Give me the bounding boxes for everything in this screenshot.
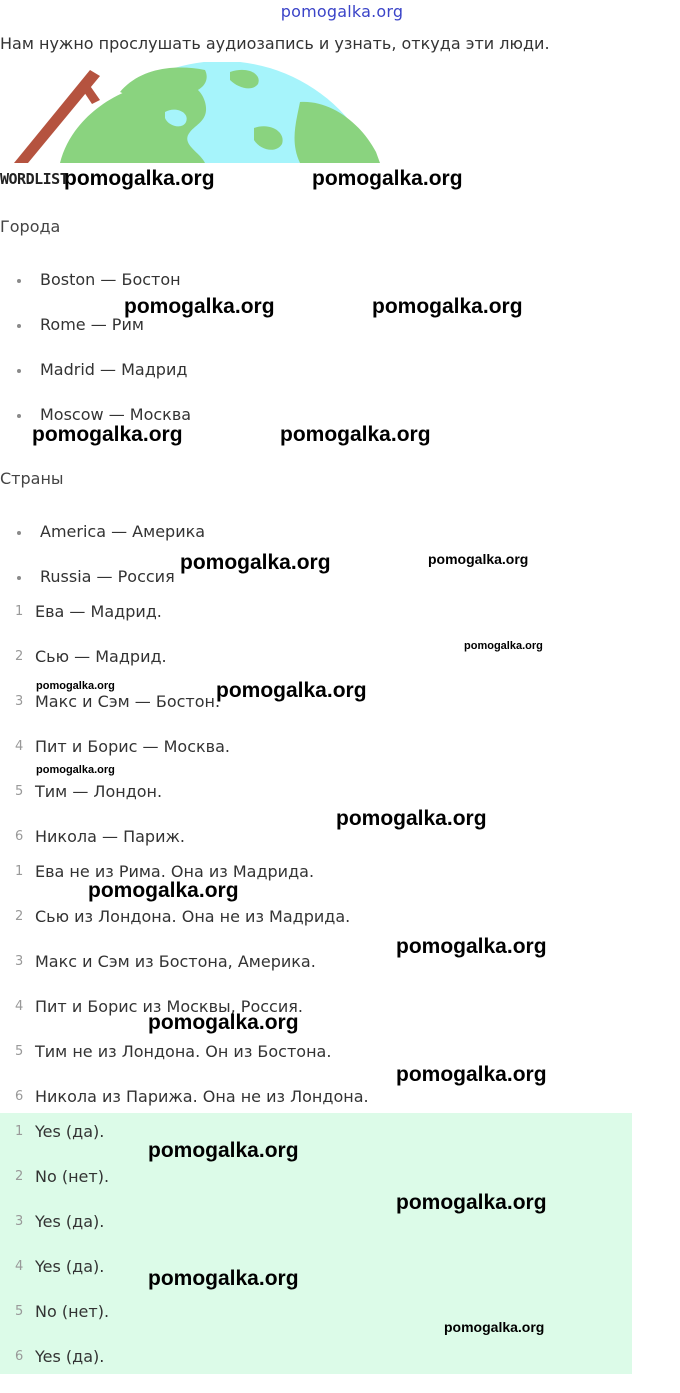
globe-icon [0, 62, 420, 163]
watermark: pomogalka.org [312, 167, 463, 190]
watermark: pomogalka.org [88, 879, 239, 902]
watermark: pomogalka.org [148, 1139, 299, 1162]
watermark: pomogalka.org [32, 423, 183, 446]
watermark: pomogalka.org [216, 679, 367, 702]
watermark: pomogalka.org [464, 640, 543, 652]
watermark: pomogalka.org [428, 551, 529, 567]
globe-illustration [0, 62, 420, 163]
bullet-icon [17, 531, 21, 535]
watermark: pomogalka.org [36, 764, 115, 776]
bullet-icon [17, 369, 21, 373]
bullet-icon [17, 576, 21, 580]
cities-heading: Города [0, 217, 61, 236]
watermark: pomogalka.org [148, 1267, 299, 1290]
watermark: pomogalka.org [396, 1191, 547, 1214]
bullet-icon [17, 279, 21, 283]
bullet-icon [17, 414, 21, 418]
watermark: pomogalka.org [36, 680, 115, 692]
watermark: pomogalka.org [396, 1063, 547, 1086]
site-header-link[interactable]: pomogalka.org [280, 2, 404, 21]
intro-text: Нам нужно прослушать аудиозапись и узнать, откуда эти люди. [0, 34, 550, 53]
countries-heading: Страны [0, 469, 64, 488]
wordlist-title: WORDLIST [0, 170, 69, 188]
watermark: pomogalka.org [336, 807, 487, 830]
watermark: pomogalka.org [124, 295, 275, 318]
bullet-icon [17, 324, 21, 328]
watermark: pomogalka.org [280, 423, 431, 446]
watermark: pomogalka.org [180, 551, 331, 574]
watermark: pomogalka.org [444, 1319, 545, 1335]
watermark: pomogalka.org [64, 167, 215, 190]
watermark: pomogalka.org [396, 935, 547, 958]
watermark: pomogalka.org [372, 295, 523, 318]
watermark: pomogalka.org [148, 1011, 299, 1034]
